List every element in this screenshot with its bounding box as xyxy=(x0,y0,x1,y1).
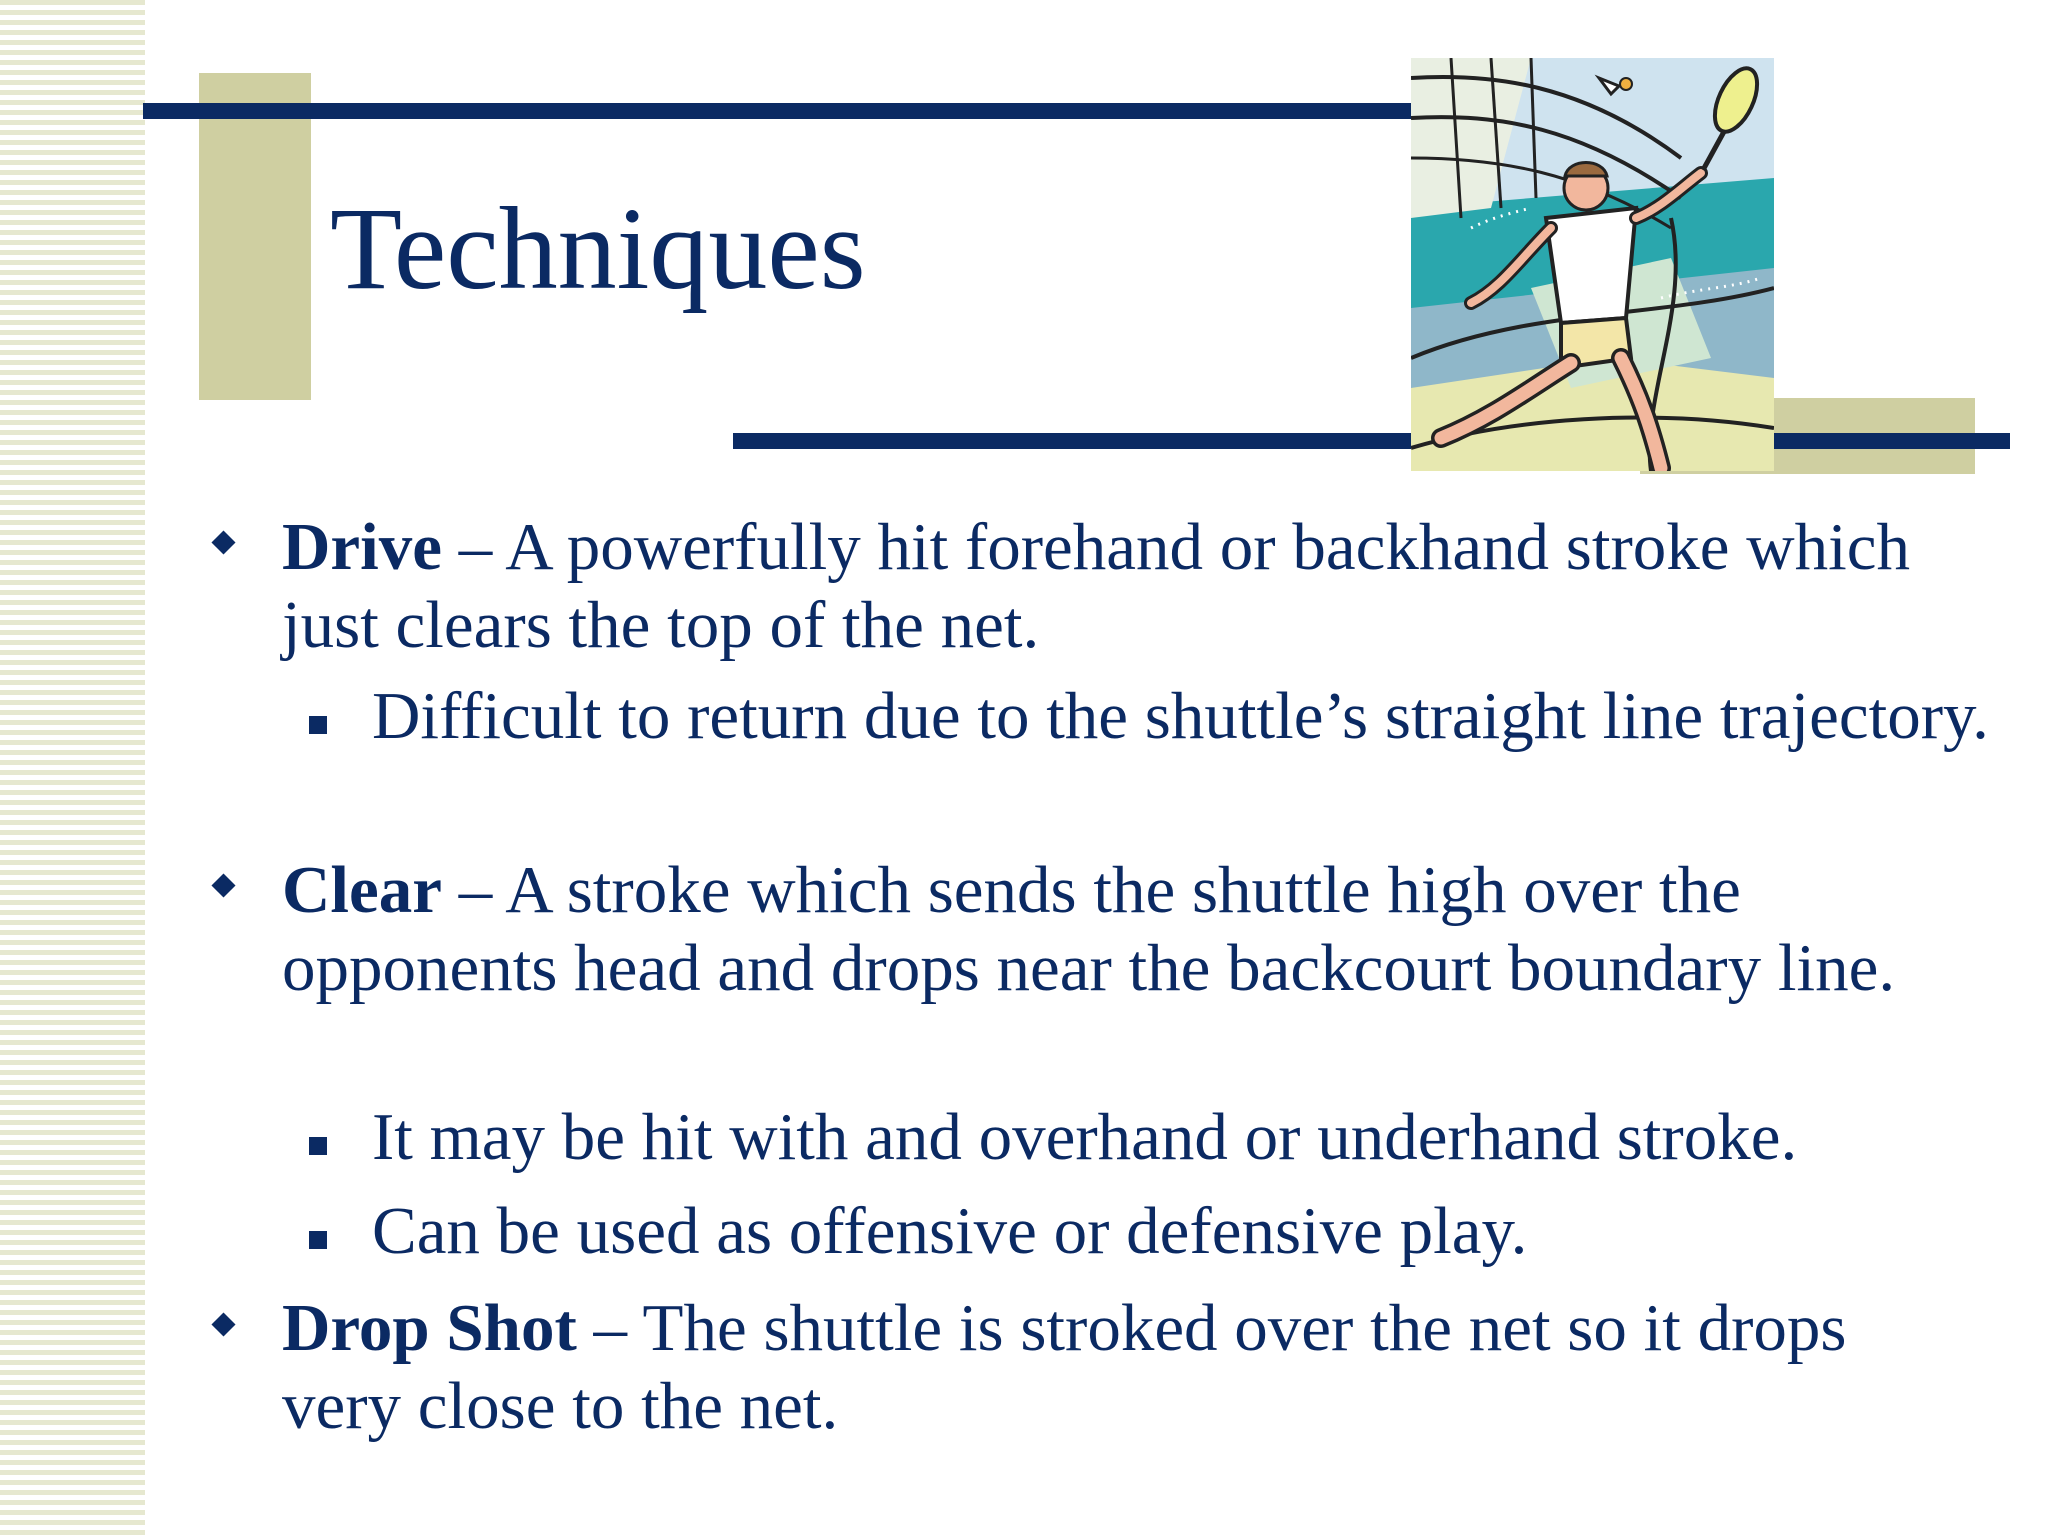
square-bullet-icon xyxy=(309,1231,327,1249)
bullet-text: – A powerfully hit forehand or backhand stroke which just clears the top of the net. xyxy=(282,510,1911,662)
diamond-bullet-icon xyxy=(211,1312,235,1336)
diamond-bullet-icon xyxy=(211,873,235,897)
sub-bullet-clear-2 xyxy=(372,1192,1992,1270)
diamond-bullet-icon xyxy=(211,530,235,554)
sub-bullet-clear-1 xyxy=(372,1098,1992,1176)
bullet-text: – A stroke which sends the shuttle high over the opponents head and drops near the backcourt boundary line. xyxy=(282,853,1896,1005)
term-clear: Clear xyxy=(282,853,442,927)
sub-bullet-drive-1 xyxy=(372,677,1992,755)
bullet-drive xyxy=(282,508,1982,664)
term-drop-shot: Drop Shot xyxy=(282,1291,577,1365)
term-drive: Drive xyxy=(282,510,442,584)
square-bullet-icon xyxy=(309,716,327,734)
slide-title: Techniques xyxy=(330,183,866,314)
bullet-text: Can be used as offensive or defensive play. xyxy=(372,1194,1528,1268)
bullet-clear xyxy=(282,851,1982,1007)
bullet-text: – The shuttle is stroked over the net so it drops very close to the net. xyxy=(282,1291,1847,1443)
bullet-drop-shot xyxy=(282,1289,1982,1445)
bullet-text: It may be hit with and overhand or underhand stroke. xyxy=(372,1100,1798,1174)
square-bullet-icon xyxy=(309,1137,327,1155)
bullet-text: Difficult to return due to the shuttle’s straight line trajectory. xyxy=(372,679,1989,753)
